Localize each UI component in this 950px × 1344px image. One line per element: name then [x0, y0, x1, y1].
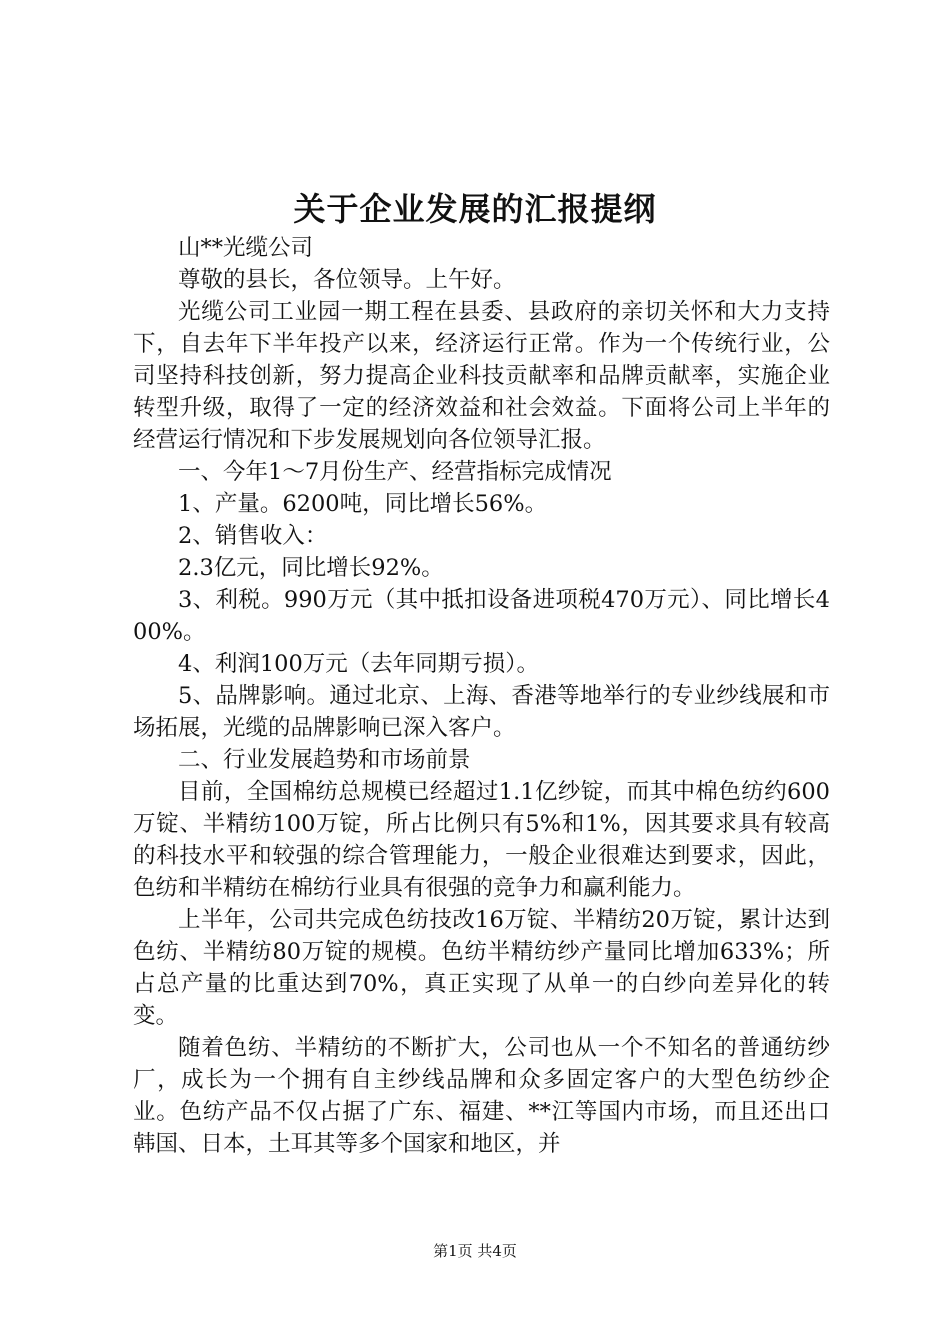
paragraph-output: 1、产量。6200吨，同比增长56%。	[178, 491, 548, 517]
paragraph-tax: 3、利税。990万元（其中抵扣设备进项税470万元）、同比增长400%。	[133, 587, 830, 645]
section-heading-1: 一、今年1～7月份生产、经营指标完成情况	[178, 459, 612, 485]
paragraph-profit: 4、利润100万元（去年同期亏损）。	[178, 651, 540, 677]
paragraph-company: 山**光缆公司	[178, 235, 314, 261]
paragraph-industry: 目前，全国棉纺总规模已经超过1.1亿纱锭，而其中棉色纺约600万锭、半精纺100万锭，所占比例只有5%和1%，因其要求具有较高的科技水平和较强的综合管理能力，一般企业很难达到要求，因此，色纺和半精纺在棉纺行业具有很强的竞争力和赢利能力。	[133, 779, 830, 901]
paragraph-brand: 5、品牌影响。通过北京、上海、香港等地举行的专业纱线展和市场拓展，光缆的品牌影响已深入客户。	[133, 683, 830, 741]
paragraph-growth: 随着色纺、半精纺的不断扩大，公司也从一个不知名的普通纺纱厂，成长为一个拥有自主纱线品牌和众多固定客户的大型色纺纱企业。色纺产品不仅占据了广东、福建、**江等国内市场，而且还出口韩国、日本，土耳其等多个国家和地区，并	[133, 1035, 830, 1157]
page-footer: 第1页 共4页	[433, 1242, 517, 1260]
paragraph-greeting: 尊敬的县长，各位领导。上午好。	[178, 267, 516, 293]
section-heading-2: 二、行业发展趋势和市场前景	[178, 747, 471, 773]
paragraph-intro: 光缆公司工业园一期工程在县委、县政府的亲切关怀和大力支持下，自去年下半年投产以来，经济运行正常。作为一个传统行业，公司坚持科技创新，努力提高企业科技贡献率和品牌贡献率，实施企业转型升级，取得了一定的经济效益和社会效益。下面将公司上半年的经营运行情况和下步发展规划向各位领导汇报。	[133, 299, 830, 453]
document-title: 关于企业发展的汇报提纲	[293, 190, 657, 228]
paragraph-first-half: 上半年，公司共完成色纺技改16万锭、半精纺20万锭，累计达到色纺、半精纺80万锭的规模。色纺半精纺纱产量同比增加633%；所占总产量的比重达到70%，真正实现了从单一的白纱向差异化的转变。	[133, 907, 830, 1029]
paragraph-sales-value: 2.3亿元，同比增长92%。	[178, 555, 444, 581]
document-body	[133, 232, 830, 1160]
paragraph-sales-heading: 2、销售收入：	[178, 523, 328, 549]
